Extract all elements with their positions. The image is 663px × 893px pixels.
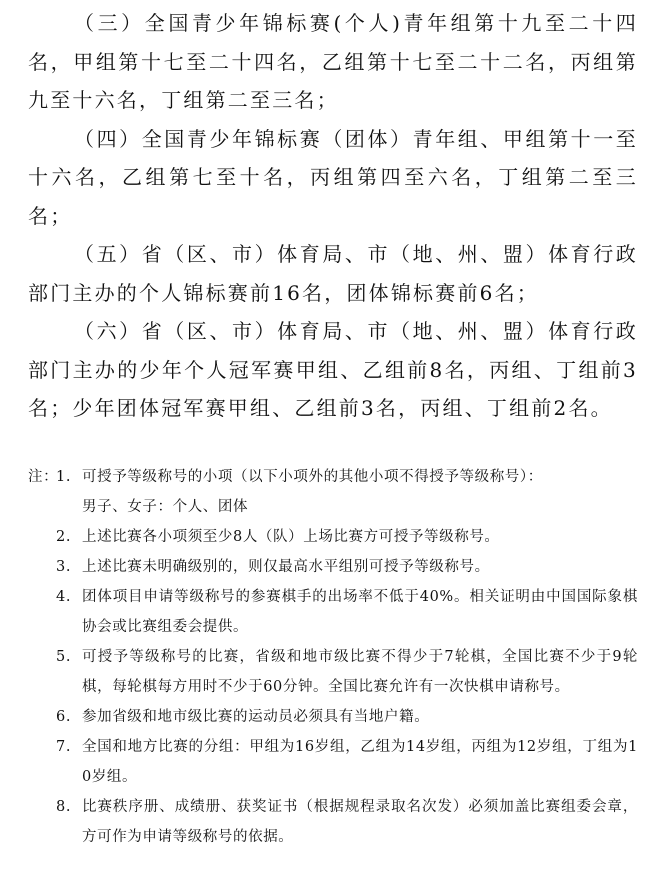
note-item-4 (28, 582, 638, 642)
notes-prefix: 注： (28, 469, 59, 485)
clause-5: （五）省（区、市）体育局、市（地、州、盟）体育行政部门主办的个人锦标赛前16名，团体锦标赛前6名； (28, 242, 638, 305)
note-item-2 (28, 522, 638, 552)
note-text: 全国和地方比赛的分组：甲组为16岁组，乙组为14岁组，丙组为12岁组，丁组为10岁组。 (82, 739, 638, 785)
note-item-7 (28, 732, 638, 792)
clause-4: （四）全国青少年锦标赛（团体）青年组、甲组第十一至十六名，乙组第七至十名，丙组第四至六名，丁组第二至三名； (28, 126, 638, 228)
note-text: 参加省级和地市级比赛的运动员必须具有当地户籍。 (82, 709, 430, 725)
clause-list (28, 4, 638, 428)
note-number: 5. (56, 649, 72, 665)
note-item-6 (28, 702, 638, 732)
note-number: 3. (56, 559, 72, 575)
note-text: 上述比赛各小项须至少8人（队）上场比赛方可授予等级称号。 (82, 529, 500, 545)
note-number: 7. (56, 739, 72, 755)
note-number: 8. (56, 799, 72, 815)
note-item-8 (28, 792, 638, 852)
note-text: 可授予等级称号的比赛，省级和地市级比赛不得少于7轮棋，全国比赛不少于9轮棋，每轮棋每方用时不少于60分钟。全国比赛允许有一次快棋申请称号。 (82, 649, 638, 695)
note-number: 2. (56, 529, 72, 545)
clause-6: （六）省（区、市）体育局、市（地、州、盟）体育行政部门主办的少年个人冠军赛甲组、乙组前8名，丙组、丁组前3名；少年团体冠军赛甲组、乙组前3名，丙组、丁组前2名。 (28, 319, 638, 420)
note-number: 4. (56, 589, 72, 605)
note-text: 团体项目申请等级称号的参赛棋手的出场率不低于40%。相关证明由中国国际象棋协会或比赛组委会提供。 (82, 589, 638, 635)
note-item-3 (28, 552, 638, 582)
note-item-1 (28, 462, 638, 522)
note-item-5 (28, 642, 638, 702)
note-text: 可授予等级称号的小项（以下小项外的其他小项不得授予等级称号）： (82, 469, 543, 485)
note-text: 上述比赛未明确级别的，则仅最高水平组别可授予等级称号。 (82, 559, 490, 575)
note-subtext: 男子、女子：个人、团体 (82, 499, 249, 515)
note-number: 1. (56, 469, 72, 485)
note-text: 比赛秩序册、成绩册、获奖证书（根据规程录取名次发）必须加盖比赛组委会章，方可作为申请等级称号的依据。 (82, 799, 638, 845)
clause-3: （三）全国青少年锦标赛(个人)青年组第十九至二十四名，甲组第十七至二十四名，乙组第十七至二十二名，丙组第九至十六名，丁组第二至三名； (28, 11, 638, 112)
notes-section (28, 462, 638, 852)
note-number: 6. (56, 709, 72, 725)
